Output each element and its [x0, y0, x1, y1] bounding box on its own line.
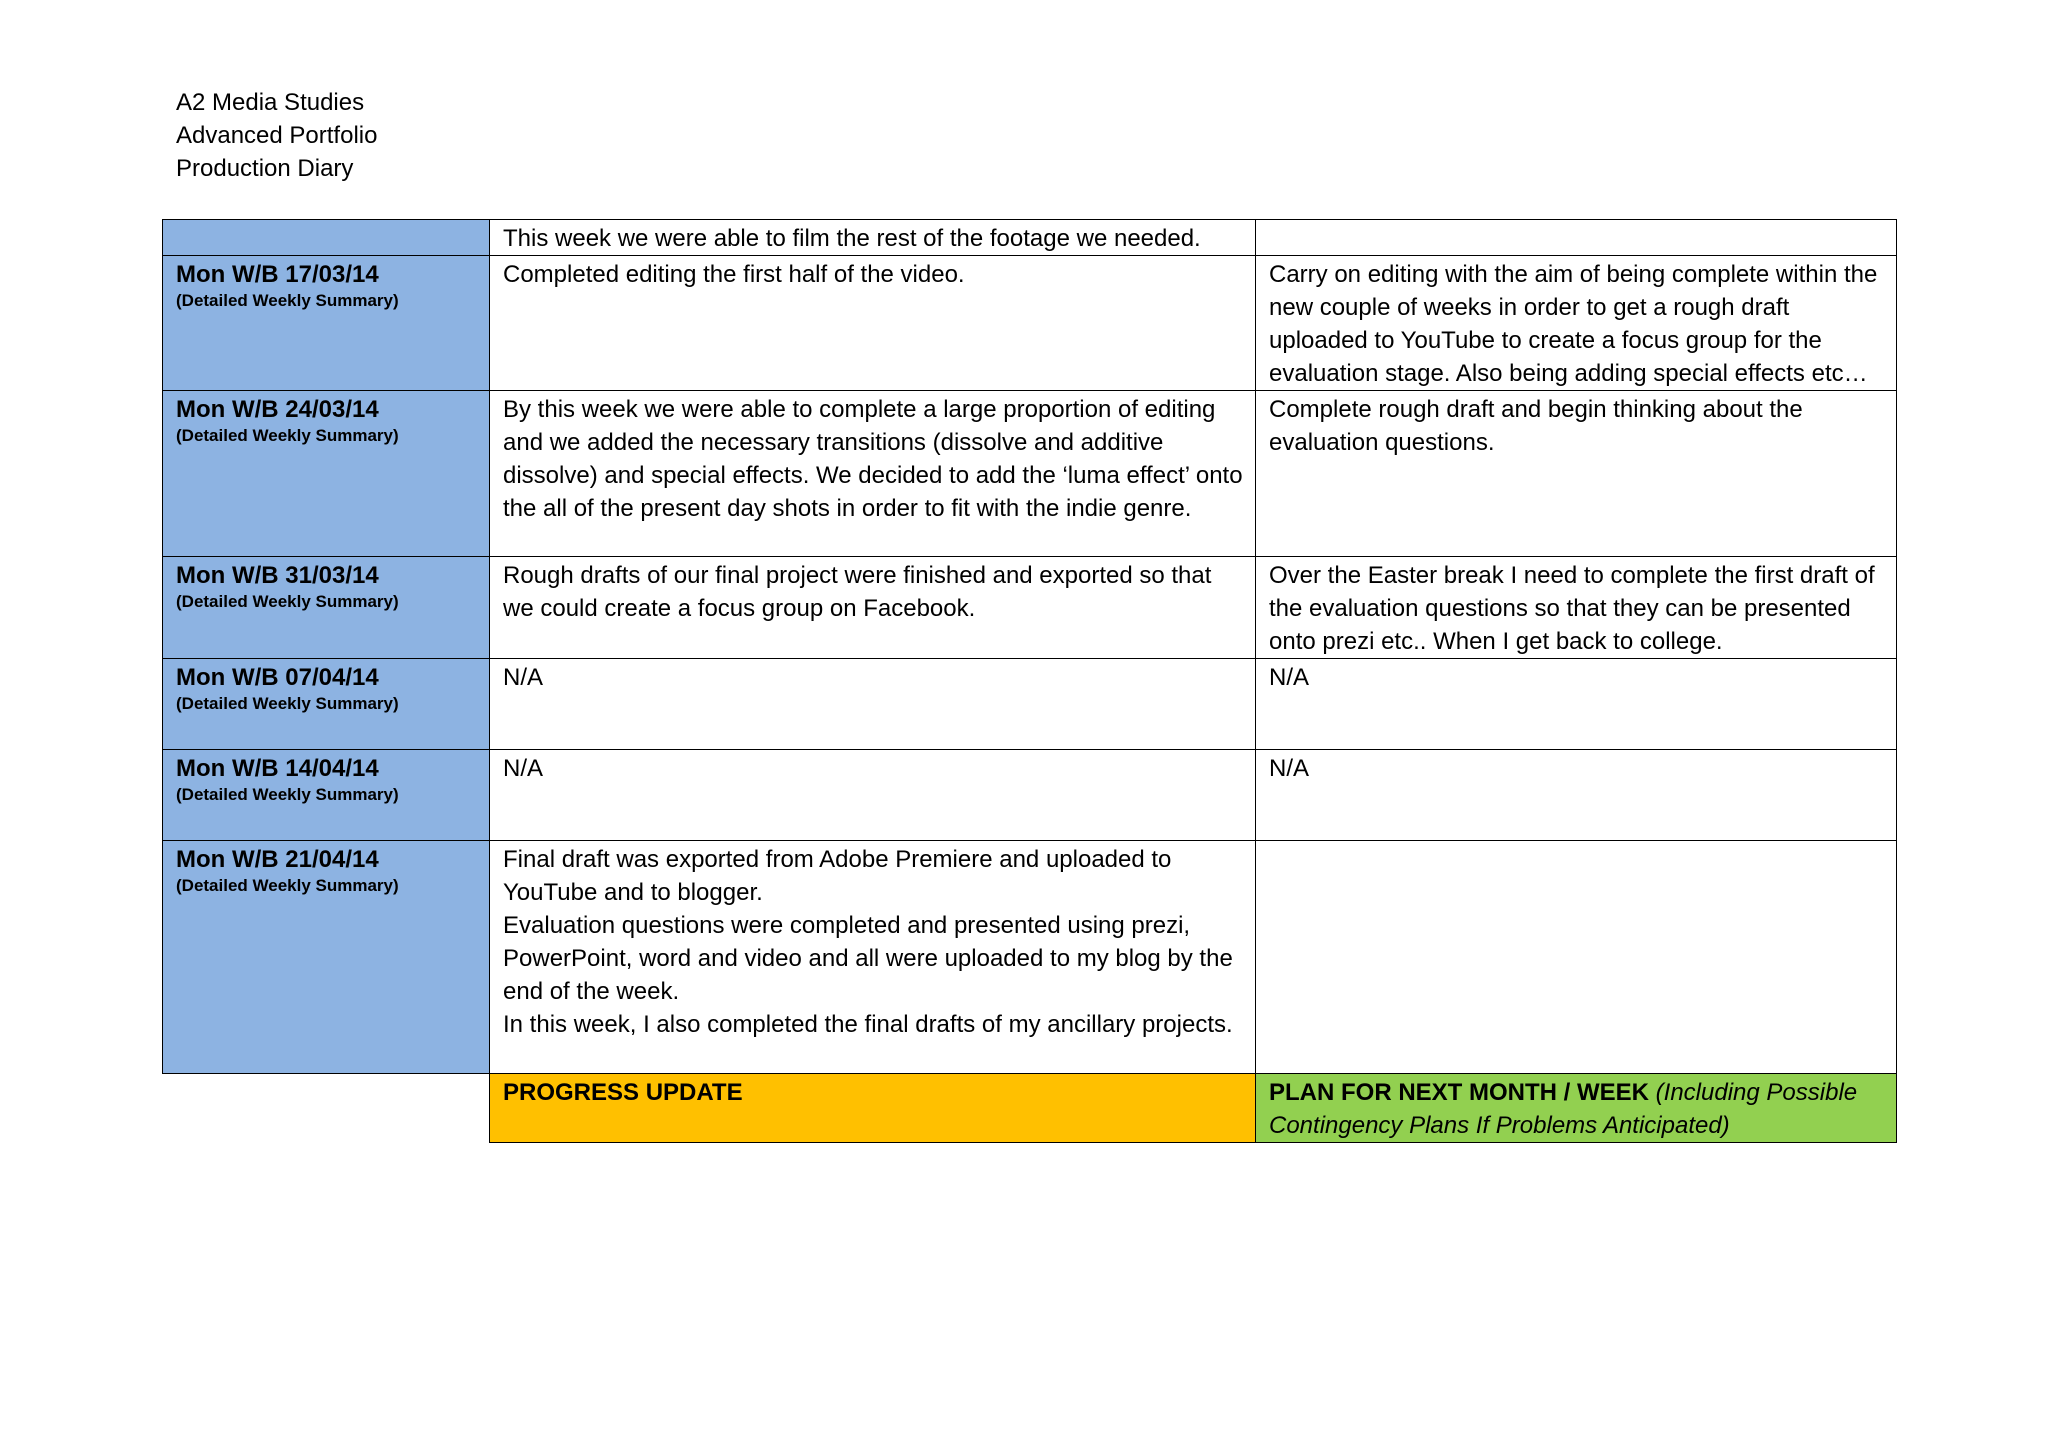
table-row — [163, 841, 1897, 1074]
weekly-summary-label: (Detailed Weekly Summary) — [176, 694, 399, 713]
progress-cell — [490, 750, 1256, 841]
week-label: Mon W/B 14/04/14 — [176, 755, 379, 782]
table-row — [163, 220, 1897, 256]
progress-text: Evaluation questions were completed and presented using prezi, PowerPoint, word and video and all were uploaded to my blog by the end of the week. — [503, 912, 1233, 1005]
progress-update-label: PROGRESS UPDATE — [490, 1074, 1256, 1143]
week-cell — [163, 750, 490, 841]
table-row — [163, 557, 1897, 659]
week-cell — [163, 659, 490, 750]
plan-text: Carry on editing with the aim of being complete within the new couple of weeks in order to get a rough draft uploaded to YouTube to create a focus group for the evaluation stage. Also being adding special effects etc… — [1269, 261, 1878, 387]
plan-label-note: (Including Possible Contingency Plans If Problems Anticipated) — [1269, 1079, 1858, 1139]
plan-cell — [1256, 750, 1897, 841]
plan-cell — [1256, 659, 1897, 750]
progress-text: By this week we were able to complete a large proportion of editing and we added the necessary transitions (dissolve and additive dissolve) and special effects. We decided to add the ‘luma effect’ onto the all of the present day shots in order to fit with the indie genre. — [503, 396, 1243, 522]
week-label: Mon W/B 17/03/14 — [176, 261, 379, 288]
plan-cell — [1256, 557, 1897, 659]
week-cell — [163, 841, 490, 1074]
progress-text: Completed editing the first half of the video. — [503, 261, 965, 288]
progress-cell — [490, 391, 1256, 557]
progress-cell — [490, 256, 1256, 391]
course-title: A2 Media Studies — [176, 89, 365, 116]
week-label: Mon W/B 31/03/14 — [176, 562, 379, 589]
progress-text: In this week, I also completed the final drafts of my ancillary projects. — [503, 1011, 1233, 1038]
plan-text: Over the Easter break I need to complete the first draft of the evaluation questions so that they can be presented onto prezi etc.. When I get back to college. — [1269, 562, 1875, 655]
weekly-summary-label: (Detailed Weekly Summary) — [176, 876, 399, 895]
progress-cell — [490, 659, 1256, 750]
week-label: Mon W/B 21/04/14 — [176, 846, 379, 873]
plan-cell — [1256, 841, 1897, 1074]
plan-cell — [1256, 256, 1897, 391]
portfolio-title: Advanced Portfolio — [176, 122, 378, 149]
progress-cell — [490, 557, 1256, 659]
progress-text: Final draft was exported from Adobe Premiere and uploaded to YouTube and to blogger. — [503, 846, 1172, 906]
weekly-summary-label: (Detailed Weekly Summary) — [176, 291, 399, 310]
weekly-summary-label: (Detailed Weekly Summary) — [176, 592, 399, 611]
progress-text: This week we were able to film the rest of the footage we needed. — [503, 225, 1201, 252]
blank-cell — [163, 1074, 490, 1143]
diary-title: Production Diary — [176, 155, 354, 182]
week-cell — [163, 220, 490, 256]
progress-cell — [490, 841, 1256, 1074]
column-label-row — [163, 1074, 1897, 1143]
plan-cell — [1256, 220, 1897, 256]
weekly-summary-label: (Detailed Weekly Summary) — [176, 785, 399, 804]
table-row — [163, 659, 1897, 750]
progress-cell — [490, 220, 1256, 256]
week-cell — [163, 256, 490, 391]
production-diary-table — [162, 219, 1897, 1143]
progress-text: N/A — [503, 664, 544, 691]
progress-text: Rough drafts of our final project were finished and exported so that we could create a focus group on Facebook. — [503, 562, 1212, 622]
progress-text: N/A — [503, 755, 544, 782]
table-row — [163, 750, 1897, 841]
week-cell — [163, 391, 490, 557]
week-label: Mon W/B 24/03/14 — [176, 396, 379, 423]
plan-next-label — [1256, 1074, 1897, 1143]
plan-text: N/A — [1269, 755, 1310, 782]
plan-cell — [1256, 391, 1897, 557]
weekly-summary-label: (Detailed Weekly Summary) — [176, 426, 399, 445]
plan-text: Complete rough draft and begin thinking about the evaluation questions. — [1269, 396, 1803, 456]
table-row — [163, 256, 1897, 391]
plan-label-title: PLAN FOR NEXT MONTH / WEEK — [1269, 1079, 1649, 1106]
document-header — [176, 86, 377, 185]
diary-table-body — [163, 220, 1897, 1143]
table-row — [163, 391, 1897, 557]
plan-text: N/A — [1269, 664, 1310, 691]
week-cell — [163, 557, 490, 659]
week-label: Mon W/B 07/04/14 — [176, 664, 379, 691]
